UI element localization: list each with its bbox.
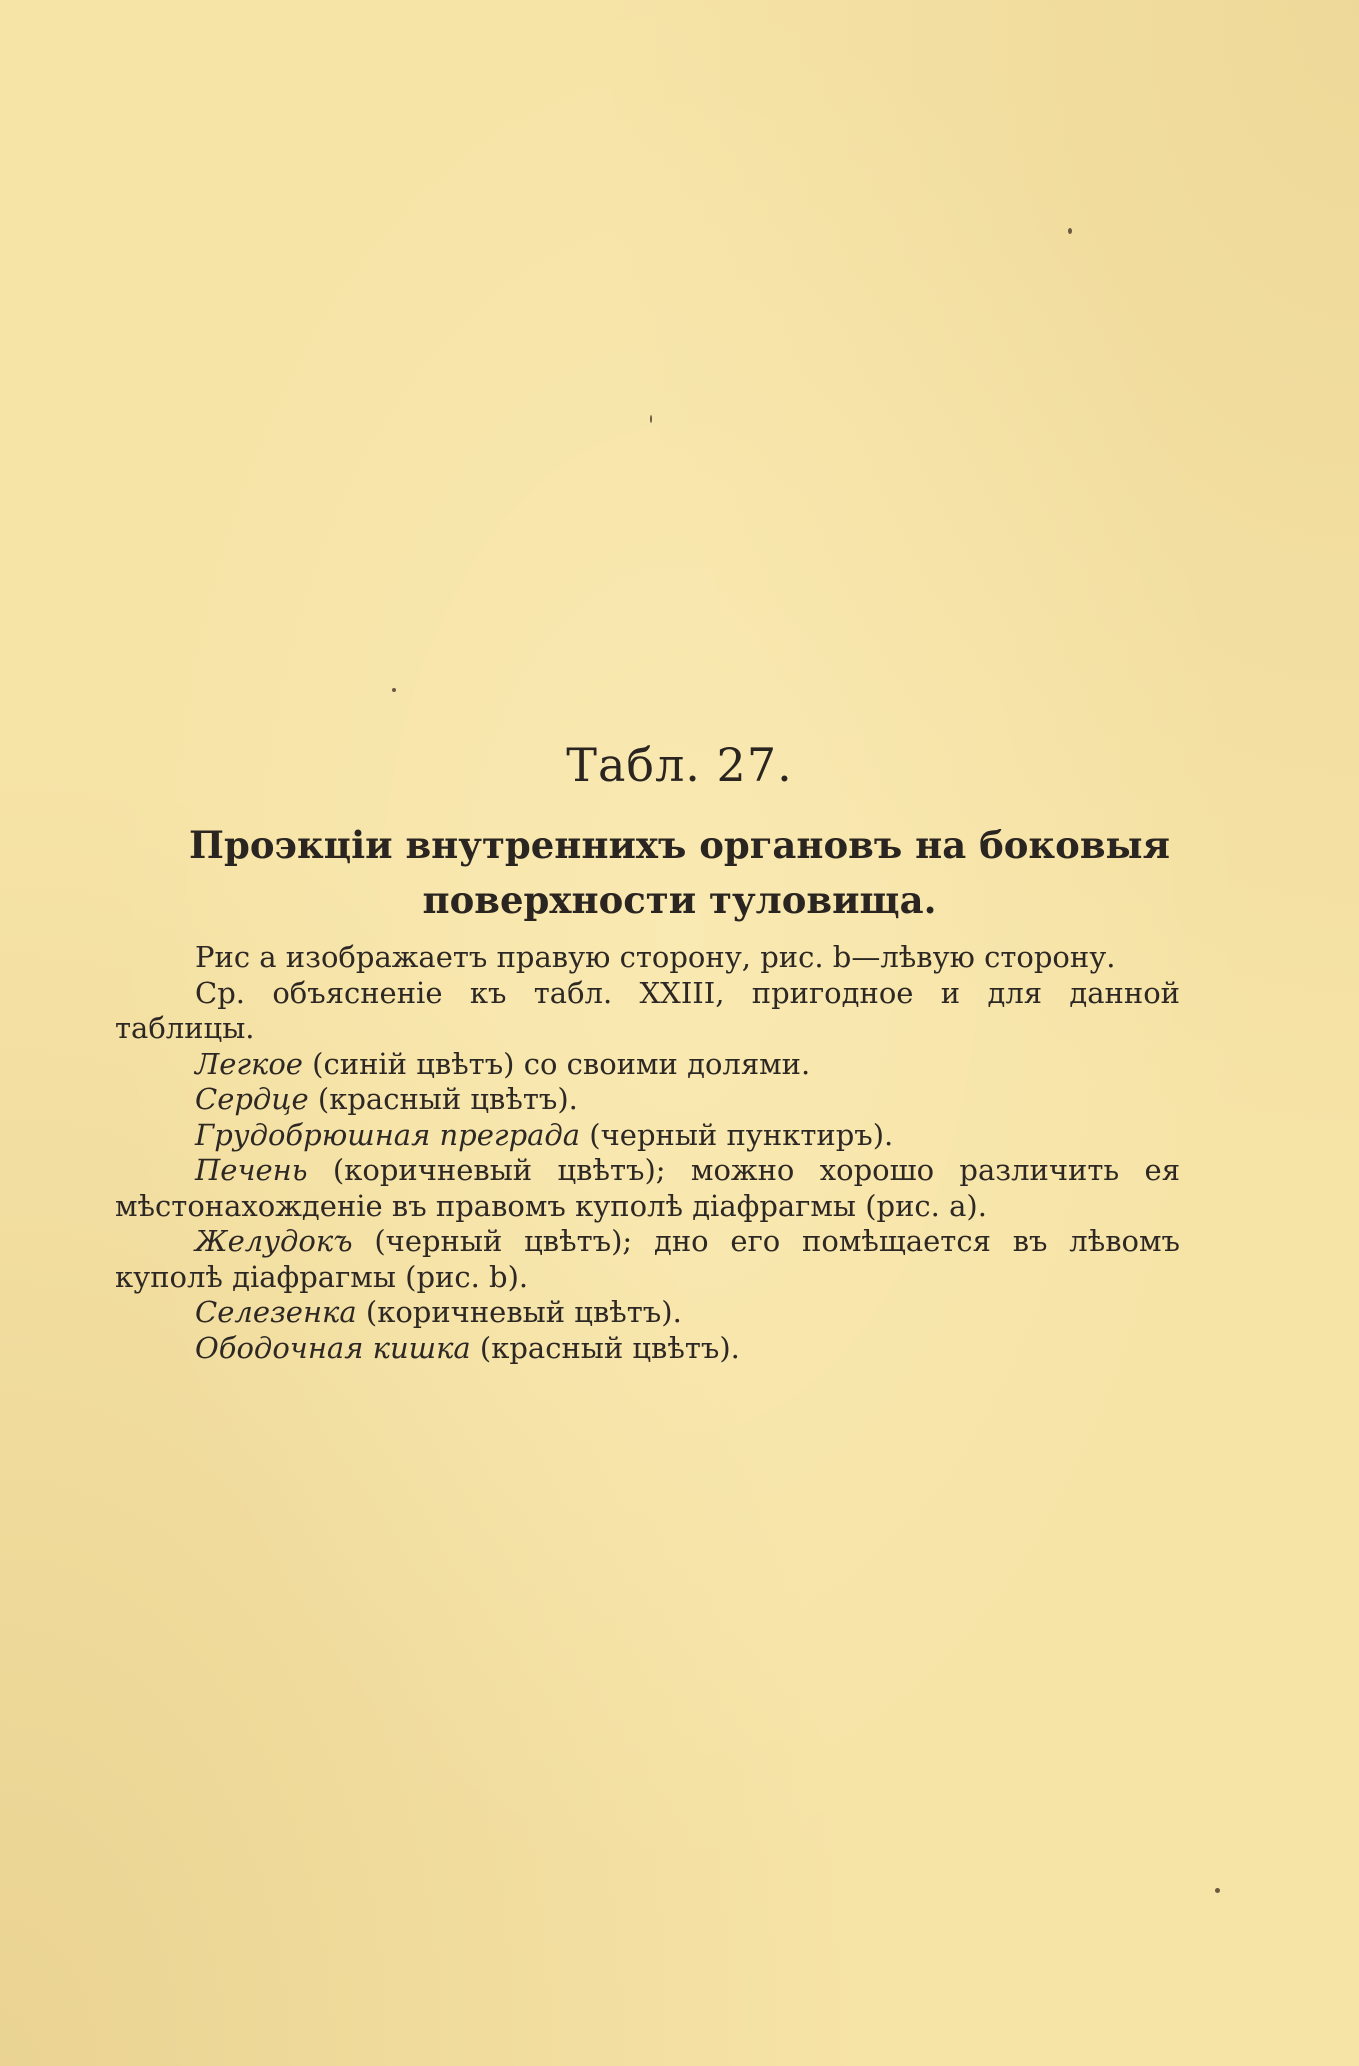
description-text xyxy=(115,940,1180,1366)
paper-speck xyxy=(392,688,396,692)
paper-speck xyxy=(1068,228,1072,234)
organ-item-spleen xyxy=(115,1295,1180,1331)
organ-term: Сердце xyxy=(195,1082,309,1116)
organ-desc: (красный цвѣтъ). xyxy=(308,1082,578,1116)
heading-line-1: Проэкціи внутреннихъ органовъ на боковыя xyxy=(189,823,1170,867)
organ-item-colon xyxy=(115,1331,1180,1367)
organ-item-liver xyxy=(115,1153,1180,1224)
organ-desc: (коричневый цвѣтъ). xyxy=(356,1295,682,1329)
organ-term: Селезенка xyxy=(195,1295,357,1329)
organ-term: Ободочная кишка xyxy=(195,1330,471,1365)
organ-desc: (черный цвѣтъ); дно его помѣщается въ лѣвомъ куполѣ діафрагмы (рис. b). xyxy=(115,1224,1180,1294)
organ-desc: (черный пунктиръ). xyxy=(580,1117,894,1152)
organ-term: Легкое xyxy=(195,1046,303,1081)
paper-speck xyxy=(1215,1888,1220,1893)
organ-item-diaphragm xyxy=(115,1118,1180,1154)
organ-term: Печень xyxy=(195,1153,308,1187)
organ-desc: (синій цвѣтъ) со своими долями. xyxy=(302,1046,811,1081)
intro-paragraph-2: Ср. объясненіе къ табл. XXIII, пригодное и для данной таблицы. xyxy=(115,975,1180,1045)
table-title: Табл. 27. xyxy=(566,738,793,792)
organ-item-stomach xyxy=(115,1224,1180,1295)
intro-paragraph-1: Рис а изображаетъ правую сторону, рис. b—лѣвую сторону. xyxy=(195,940,1116,974)
organ-term: Грудобрюшная преграда xyxy=(195,1117,581,1152)
section-heading xyxy=(0,818,1359,928)
organ-desc: (коричневый цвѣтъ); можно хорошо различить ея мѣстонахожденіе въ правомъ куполѣ діафрагмы (рис. а). xyxy=(115,1153,1180,1223)
organ-desc: (красный цвѣтъ). xyxy=(470,1330,740,1365)
paper-speck xyxy=(650,415,652,423)
organ-item-lung xyxy=(115,1047,1180,1083)
heading-line-2: поверхности туловища. xyxy=(422,878,937,922)
organ-term: Желудокъ xyxy=(195,1224,353,1258)
organ-item-heart xyxy=(115,1082,1180,1118)
